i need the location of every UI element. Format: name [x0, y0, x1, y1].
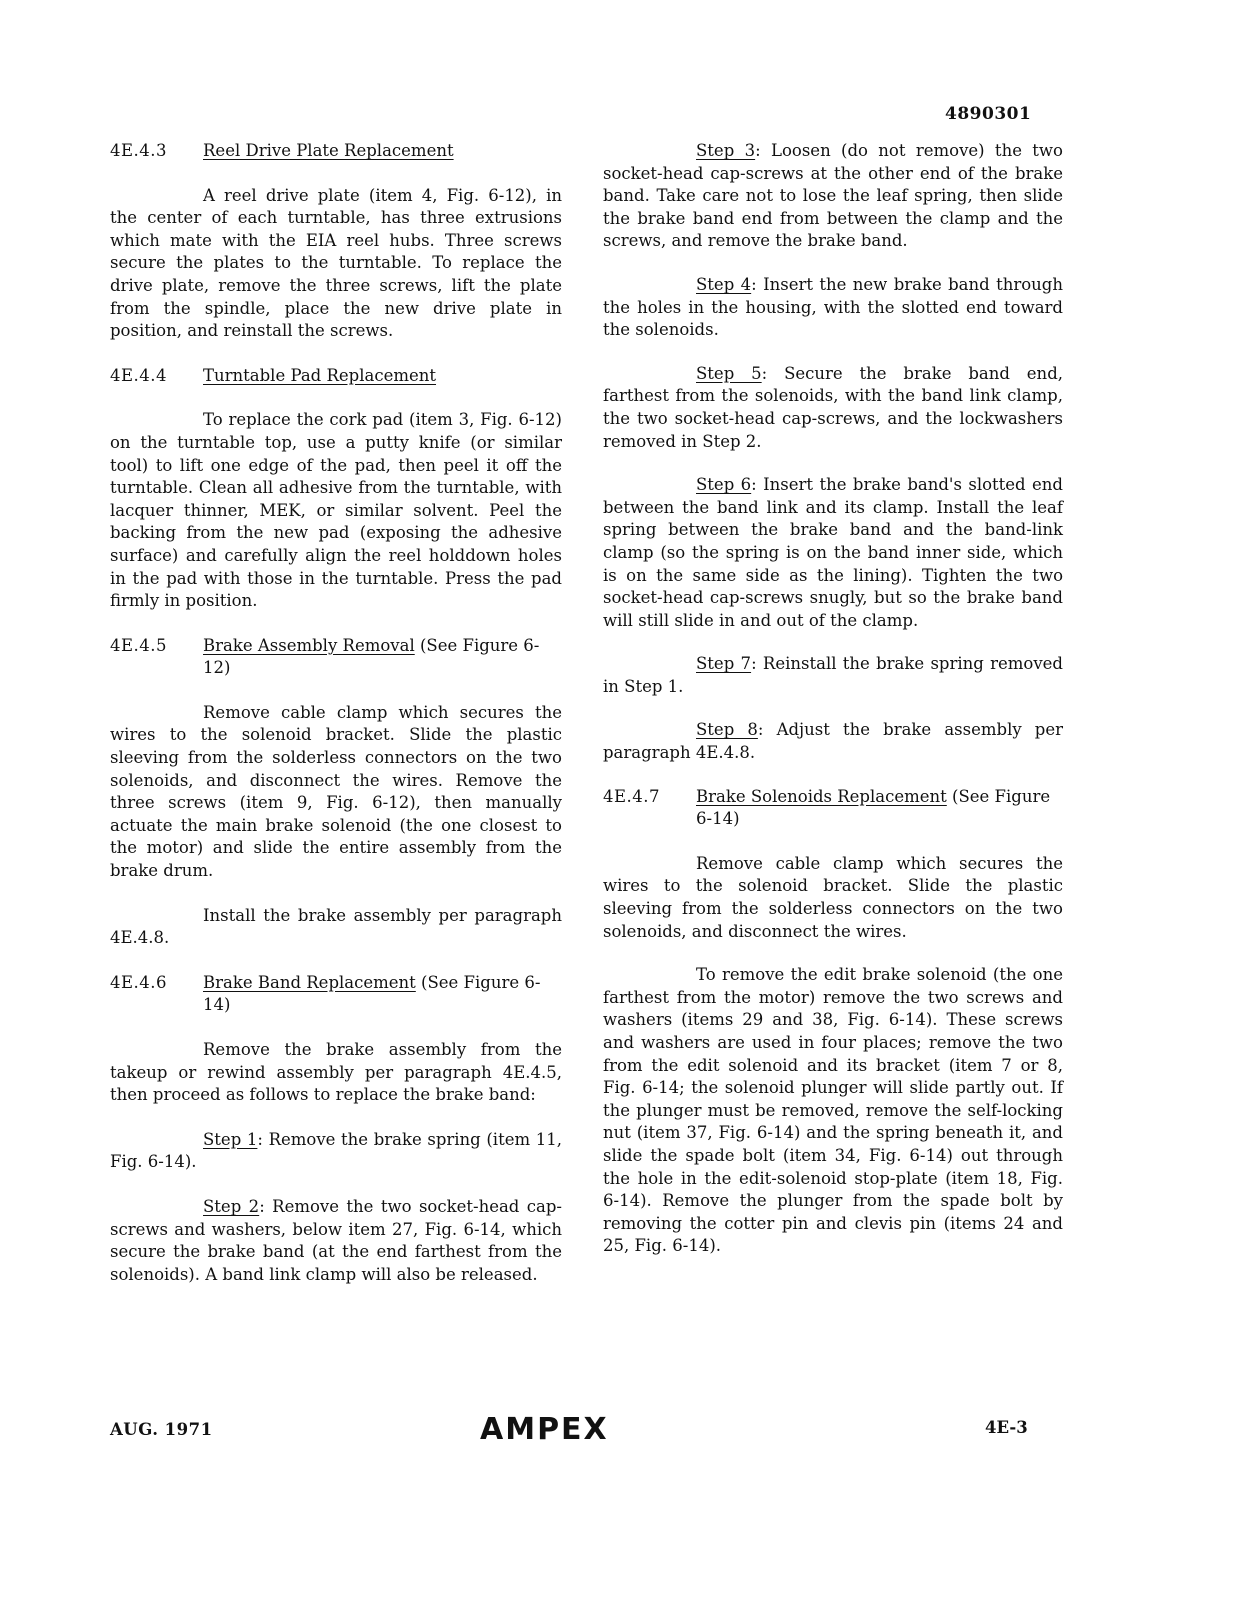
step-paragraph	[603, 474, 1063, 632]
section-title: Brake Solenoids Replacement	[696, 786, 947, 806]
section-number: 4E.4.4	[110, 365, 168, 385]
step-label: Step 5	[696, 363, 762, 383]
step-label: Step 4	[696, 274, 752, 294]
section-heading-4e47	[603, 786, 1063, 831]
section-title: Turntable Pad Replacement	[203, 365, 437, 385]
section-title-suffix: (See Figure 6-12)	[203, 635, 540, 678]
section-number: 4E.4.6	[110, 972, 168, 992]
section-number: 4E.4.3	[110, 141, 168, 160]
footer-date: AUG. 1971	[110, 1420, 213, 1439]
paragraph: Remove cable clamp which secures the wires to the solenoid bracket. Slide the plastic sleeving from the solderless connectors on the two solenoids, and disconnect the wires. Remove the three screws (item 9, Fig. 6-12), then manually actuate the main brake solenoid (the one closest to the motor) and slide the entire assembly from the brake drum.	[110, 702, 562, 881]
step-paragraph	[110, 1129, 562, 1174]
paragraph: To remove the edit brake solenoid (the one farthest from the motor) remove the two screws and washers (items 29 and 38, Fig. 6-14). These screws and washers are used in four places; remove the two from the edit solenoid and its bracket (item 7 or 8, Fig. 6-14; the solenoid plunger will slide partly out. If the plunger must be removed, remove the self-locking nut (item 37, Fig. 6-14) and the spring beneath it, and slide the spade bolt (item 34, Fig. 6-14) out through the hole in the edit-solenoid stop-plate (item 18, Fig. 6-14). Remove the plunger from the spade bolt by removing the cotter pin and clevis pin (items 24 and 25, Fig. 6-14).	[603, 965, 1063, 1256]
section-number: 4E.4.5	[110, 635, 168, 655]
step-text: : Secure the brake band end, farthest from the solenoids, with the band link clamp, the two socket-head cap-screws, and the lockwashers removed in Step 2.	[603, 363, 1063, 451]
paragraph: Remove the brake assembly from the takeup or rewind assembly per paragraph 4E.4.5, then proceed as follows to replace the brake band:	[110, 1040, 562, 1105]
section-heading-4e44	[110, 365, 562, 388]
paragraph: To replace the cork pad (item 3, Fig. 6-12) on the turntable top, use a putty knife (or similar tool) to lift one edge of the pad, then peel it off the turntable. Clean all adhesive from the turntable, with lacquer thinner, MEK, or similar solvent. Peel the backing from the new pad (exposing the adhesive surface) and carefully align the reel holddown holes in the pad with those in the turntable. Press the pad firmly in position.	[110, 410, 562, 611]
document-number: 4890301	[945, 104, 1032, 124]
step-label: Step 6	[696, 475, 752, 495]
step-label: Step 1	[203, 1129, 258, 1149]
step-label: Step 3	[696, 141, 756, 160]
step-text: : Insert the new brake band through the holes in the housing, with the slotted end toward the solenoids.	[603, 274, 1063, 340]
step-text: : Remove the two socket-head cap-screws and washers, below item 27, Fig. 6-14, which secure the brake band (at the end farthest from the solenoids). A band link clamp will also be released.	[110, 1196, 562, 1284]
step-paragraph	[603, 719, 1063, 764]
step-paragraph	[603, 274, 1063, 342]
step-label: Step 2	[203, 1196, 260, 1216]
right-column	[603, 140, 1063, 1279]
section-number: 4E.4.7	[603, 786, 661, 806]
section-title: Brake Assembly Removal	[203, 635, 415, 655]
step-text: : Reinstall the brake spring removed in Step 1.	[603, 654, 1063, 696]
step-paragraph	[603, 140, 1063, 253]
paragraph: Install the brake assembly per paragraph 4E.4.8.	[110, 905, 562, 948]
section-title-suffix: (See Figure 6-14)	[696, 786, 1051, 829]
step-text: : Insert the brake band's slotted end between the band link and its clamp. Install the leaf spring between the brake band and the band-link clamp (so the spring is on the band inner side, which is on the same side as the lining). Tighten the two socket-head cap-screws snugly, but so the brake band will still slide in and out of the clamp.	[603, 475, 1063, 630]
section-title: Reel Drive Plate Replacement	[203, 141, 454, 160]
section-title: Brake Band Replacement	[203, 972, 416, 992]
step-text: : Remove the brake spring (item 11, Fig. 6-14).	[110, 1129, 562, 1172]
section-heading-4e43	[110, 140, 562, 163]
section-heading-4e45	[110, 635, 562, 680]
step-text: : Loosen (do not remove) the two socket-head cap-screws at the other end of the brake band. Take care not to lose the leaf spring, then slide the brake band end from between the clamp and the screws, and remove the brake band.	[603, 141, 1063, 251]
section-heading-4e46	[110, 972, 562, 1017]
ampex-logo: AMPEX	[480, 1412, 609, 1447]
page-number: 4E-3	[985, 1418, 1028, 1437]
paragraph: Remove cable clamp which secures the wires to the solenoid bracket. Slide the plastic sleeving from the solderless connectors on the two solenoids, and disconnect the wires.	[603, 853, 1063, 941]
section-title-suffix: (See Figure 6-14)	[203, 972, 541, 1015]
step-paragraph	[603, 363, 1063, 453]
step-label: Step 7	[696, 654, 752, 674]
left-column	[110, 140, 562, 1308]
paragraph: A reel drive plate (item 4, Fig. 6-12), in the center of each turntable, has three extrusions which mate with the EIA reel hubs. Three screws secure the plates to the turntable. To replace the drive plate, remove the three screws, lift the plate from the spindle, place the new drive plate in position, and reinstall the screws.	[110, 185, 562, 341]
step-paragraph	[603, 653, 1063, 698]
step-label: Step 8	[696, 720, 758, 740]
step-paragraph	[110, 1196, 562, 1286]
step-text: : Adjust the brake assembly per paragraph 4E.4.8.	[603, 720, 1063, 763]
